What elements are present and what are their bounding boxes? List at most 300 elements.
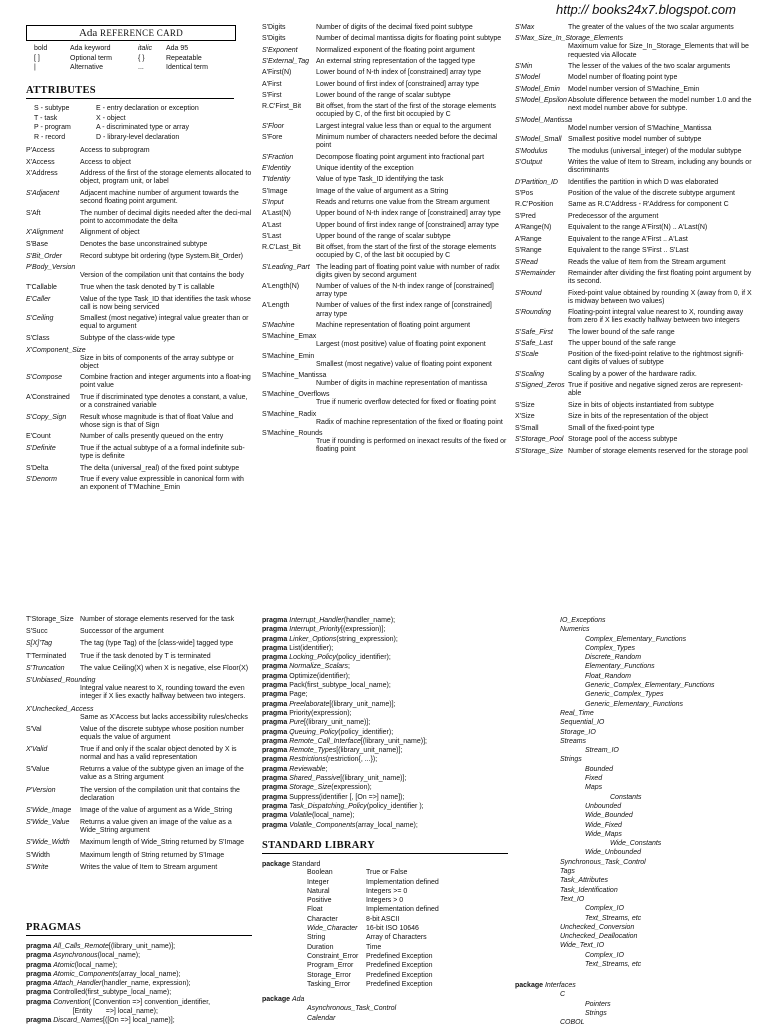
attribute-name: S'Output xyxy=(515,159,543,167)
package-tree-item: Unchecked_Deallocation xyxy=(560,933,638,941)
attribute-entry xyxy=(515,351,753,367)
attribute-name: S'Round xyxy=(515,289,542,297)
attribute-name: T'Storage_Size xyxy=(26,616,74,623)
attribute-entry xyxy=(262,35,508,43)
attribute-name: S'Size xyxy=(515,401,535,409)
pragma-keyword: pragma xyxy=(262,747,288,755)
pragma-name: Remote_Types xyxy=(289,747,337,755)
standard-type-row xyxy=(262,906,508,915)
attribute-name: A'Length xyxy=(262,302,290,310)
attribute-description: Combine fraction and integer arguments into a float-ing point value xyxy=(80,374,251,390)
package-name: Interfaces xyxy=(544,982,576,989)
attribute-description: The value Ceiling(X) when X is negative, else Floor(X) xyxy=(80,664,249,672)
standard-type-row xyxy=(262,925,508,934)
pragma-args: [(library_unit_name)]; xyxy=(340,775,407,783)
attribute-entry xyxy=(515,247,753,255)
legend-cell: { } xyxy=(138,54,145,62)
attribute-entry xyxy=(26,433,252,441)
attribute-entry xyxy=(262,123,508,131)
pragma-name: Remote_Call_Interface xyxy=(289,737,361,745)
package-tree-item: Unchecked_Conversion xyxy=(560,923,635,931)
attribute-description: Maximum value for Size_In_Storage_Elements that will be requested via Allocate xyxy=(568,43,749,59)
pragma-line xyxy=(262,728,508,737)
pragma-args: (expression); xyxy=(331,784,372,792)
attributes-column-3 xyxy=(515,24,753,459)
attribute-entry xyxy=(262,210,508,218)
pragma-name: Reviewable xyxy=(289,765,326,773)
attribute-name: S'Machine_Overflows xyxy=(262,391,330,399)
package-tree-item: Generic_Complex_Types xyxy=(585,691,664,699)
attribute-entry xyxy=(262,372,508,388)
attribute-entry xyxy=(26,807,252,815)
attribute-description: Upper bound of first index range of [constrained] array type xyxy=(316,221,499,229)
attribute-entry xyxy=(515,290,753,306)
standard-type: Wide_Character xyxy=(307,925,358,933)
pragma-keyword: pragma xyxy=(262,765,288,773)
package-interfaces xyxy=(515,981,755,1027)
attribute-description: True if the task denoted by T is terminated xyxy=(80,652,211,660)
attribute-description: Model number of floating point type xyxy=(568,74,678,82)
attribute-name: R.C'Position xyxy=(515,201,554,209)
attribute-entry xyxy=(26,284,252,292)
pragma-args: (local_name); xyxy=(74,961,118,969)
attribute-description: Number of digits in machine representation of mantissa xyxy=(316,380,488,388)
attribute-name: E'Count xyxy=(26,433,51,441)
attribute-entry xyxy=(262,353,508,369)
attribute-description: The modulus (universal_integer) of the modular subtype xyxy=(568,147,742,155)
attribute-entry xyxy=(26,839,252,847)
pragma-line xyxy=(26,951,252,960)
pragma-keyword: pragma xyxy=(26,998,52,1006)
attribute-entry xyxy=(262,322,508,330)
attribute-name: S'Remainder xyxy=(515,270,556,278)
attribute-name: S'Safe_Last xyxy=(515,340,553,347)
attribute-entry xyxy=(26,746,252,762)
attribute-entry xyxy=(515,340,753,348)
attribute-description: Number of calls presently queued on the entry xyxy=(80,433,224,441)
pragma-keyword: pragma xyxy=(262,700,288,708)
attribute-entry xyxy=(515,259,753,267)
standard-type-row xyxy=(262,934,508,943)
attribute-name: A'First(N) xyxy=(262,69,292,77)
attribute-description: Value of the type Task_ID that identifies the task whose call is now being serviced xyxy=(80,295,251,311)
prefix-kinds xyxy=(34,105,234,143)
pragma-keyword: pragma xyxy=(262,691,288,699)
standard-type: Constraint_Error xyxy=(307,952,359,960)
attribute-description: True if numeric overflow detected for fixed or floating point xyxy=(316,399,496,407)
standard-type-row xyxy=(262,869,508,878)
attribute-name: S'Write xyxy=(26,863,49,871)
attribute-description: Upper bound of N-th index range of [constrained] array type xyxy=(316,210,501,218)
package-tree-item: Unbounded xyxy=(585,802,622,810)
package-name: Ada xyxy=(291,996,305,1004)
standard-type-meaning: 16-bit ISO 10646 xyxy=(366,925,419,933)
package-tree-item: Wide_Fixed xyxy=(585,821,622,829)
pragma-line xyxy=(262,755,508,764)
standard-type-meaning: Integers > 0 xyxy=(366,897,404,905)
package-tree-item: Text_Streams, etc xyxy=(585,960,642,968)
pragma-args: [Entity =>] local_name); xyxy=(26,1008,158,1016)
legend-cell: Ada 95 xyxy=(166,45,189,52)
attribute-description: Equivalent to the range A'First .. A'Last xyxy=(568,235,688,243)
standard-type: Character xyxy=(307,915,338,923)
attribute-entry xyxy=(262,188,508,196)
package-tree-item: Fixed xyxy=(585,775,603,783)
attribute-entry xyxy=(26,170,252,186)
package-tree-item: Generic_Complex_Elementary_Functions xyxy=(585,682,715,690)
attribute-description: Number of digits of the decimal fixed point subtype xyxy=(316,24,473,31)
attribute-description: Small of the fixed-point type xyxy=(568,424,655,432)
pragma-line xyxy=(262,690,508,699)
package-tree-item: Synchronous_Task_Control xyxy=(560,858,646,866)
attribute-description: Floating-point integral value nearest to X, rounding away from zero if X lies exactly halfway between two integers xyxy=(568,309,744,325)
pragma-args: [(library_unit_name)]; xyxy=(304,719,371,727)
attribute-name: S'Wide_Width xyxy=(26,839,70,847)
prefix-kind: P - program xyxy=(34,124,71,131)
package-tree-item: Wide_Unbounded xyxy=(585,849,641,857)
attribute-entry xyxy=(515,213,753,221)
standard-type: Boolean xyxy=(307,869,333,877)
standard-type-meaning: Predefined Exception xyxy=(366,962,433,970)
attribute-entry xyxy=(262,333,508,349)
attribute-entry xyxy=(262,154,508,162)
pragma-keyword: pragma xyxy=(262,802,288,810)
pragma-line xyxy=(262,681,508,690)
pragma-name: Linker_Options xyxy=(289,635,337,643)
package-tree-item: Complex_IO xyxy=(585,905,624,913)
attribute-name: S'Scale xyxy=(515,351,539,359)
attribute-description: Largest integral value less than or equal to the argument xyxy=(316,122,492,130)
pragma-line xyxy=(262,811,508,820)
attribute-name: S'Val xyxy=(26,725,42,733)
pragma-name: Task_Dispatching_Policy xyxy=(289,802,367,810)
standard-type: Duration xyxy=(307,943,334,951)
pragma-args: Controlled(first_subtype_local_name); xyxy=(53,989,172,997)
attribute-description: Alignment of object xyxy=(80,229,140,237)
standard-type-row xyxy=(262,944,508,953)
pragma-name: Volatile_Components xyxy=(289,821,356,829)
attribute-name: S'Machine_Mantissa xyxy=(262,371,327,379)
attribute-name: T'Callable xyxy=(26,283,57,291)
attribute-description: Same as X'Access but lacks accessibility rules/checks xyxy=(80,713,248,721)
attribute-description: Value of type Task_ID identifying the task xyxy=(316,176,444,184)
prefix-kind-meaning: D - library-level declaration xyxy=(96,133,180,141)
attribute-description: Equivalent to the range A'First(N) .. A'Last(N) xyxy=(568,224,708,232)
attribute-name: S'Aft xyxy=(26,209,41,217)
attribute-entry xyxy=(262,103,508,119)
attribute-name: S'Model_Epsilon xyxy=(515,97,567,105)
attribute-entry xyxy=(515,309,753,325)
package-tree-item: Sequential_IO xyxy=(560,719,605,727)
pragma-line xyxy=(262,765,508,774)
attribute-name: S'Storage_Size xyxy=(515,447,564,455)
attribute-entry xyxy=(26,296,252,312)
attribute-name: X'Address xyxy=(26,170,58,178)
attribute-description: Number of storage elements reserved for the task xyxy=(80,616,235,623)
pragma-keyword: pragma xyxy=(262,719,288,727)
attribute-name: S'Definite xyxy=(26,445,56,453)
package-tree-item: IO_Exceptions xyxy=(560,617,606,624)
package-standard-header xyxy=(262,860,508,869)
prefix-kind: T - task xyxy=(34,114,58,122)
attribute-entry xyxy=(515,270,753,286)
attribute-name: S'Scaling xyxy=(515,370,544,378)
attribute-entry xyxy=(515,436,753,444)
attribute-name: S'Compose xyxy=(26,374,62,382)
package-tree-item: Task_Identification xyxy=(560,886,618,894)
standard-type: Natural xyxy=(307,887,330,895)
attribute-entry xyxy=(515,236,753,244)
attribute-entry xyxy=(26,628,252,636)
attribute-entry xyxy=(515,371,753,379)
package-tree-item: Float_Random xyxy=(585,672,631,680)
notation-legend xyxy=(34,45,234,74)
attribute-entry xyxy=(262,58,508,66)
attribute-name: S'Model_Mantissa xyxy=(515,116,572,124)
attribute-description: The lower bound of the safe range xyxy=(568,328,675,336)
attribute-entry xyxy=(262,134,508,150)
attribute-description: Size in bits of components of the array subtype or object xyxy=(80,354,234,370)
legend-cell: Identical term xyxy=(166,64,209,71)
pragma-args: [([On =>] local_name)]; xyxy=(103,1017,175,1025)
pragma-keyword: pragma xyxy=(26,943,52,950)
attribute-description: True if discriminated type denotes a constant, a value, or a constrained variable xyxy=(80,394,248,410)
attribute-description: Same as R.C'Address - R'Address for component C xyxy=(568,201,729,209)
attribute-entry xyxy=(262,92,508,100)
attribute-name: S'First xyxy=(262,92,282,100)
pragma-keyword: pragma xyxy=(26,970,52,978)
attribute-name: T'Terminated xyxy=(26,652,67,660)
package-tree-item: Storage_IO xyxy=(560,728,596,736)
pragma-args: (array_local_name); xyxy=(118,970,181,978)
attribute-name: A'First xyxy=(262,80,282,88)
package-tree-item: Bounded xyxy=(585,765,614,773)
attribute-entry xyxy=(26,347,252,371)
standard-type-meaning: Predefined Exception xyxy=(366,971,433,979)
package-keyword: package xyxy=(515,982,544,989)
attribute-name: S'Pred xyxy=(515,212,536,220)
standard-type-meaning: Implementation defined xyxy=(366,878,439,886)
package-keyword: package xyxy=(262,996,291,1004)
standard-type: Tasking_Error xyxy=(307,980,351,988)
interfaces-children xyxy=(515,990,755,1027)
attribute-description: True if positive and negative signed zeros are represent-able xyxy=(568,382,743,398)
attribute-description: Record subtype bit ordering (type System.Bit_Order) xyxy=(80,252,244,260)
attribute-entry xyxy=(26,374,252,390)
attribute-name: S'Wide_Image xyxy=(26,806,72,814)
attribute-name: A'Last xyxy=(262,221,282,229)
attribute-entry xyxy=(262,430,508,454)
attribute-name: A'Last(N) xyxy=(262,210,291,218)
stdlib-heading: STANDARD LIBRARY xyxy=(262,840,508,852)
attribute-entry xyxy=(26,315,252,331)
attribute-name: X'Alignment xyxy=(26,229,64,237)
pragma-args: Page; xyxy=(289,691,308,699)
prefix-kind-row xyxy=(34,124,234,134)
pragma-keyword: pragma xyxy=(262,756,288,764)
pragma-keyword: pragma xyxy=(262,709,288,717)
attribute-entry xyxy=(26,677,252,701)
package-tree-item: Wide_Text_IO xyxy=(560,942,605,950)
pragma-keyword: pragma xyxy=(262,812,288,820)
attribute-entry xyxy=(262,47,508,55)
pragma-args: [(library_unit_name)]; xyxy=(108,943,176,950)
attribute-name: S'Digits xyxy=(262,35,286,43)
package-name: Standard xyxy=(291,861,321,868)
attribute-name: S'Width xyxy=(26,851,50,859)
attribute-description: Maximum length of Wide_String returned by S'Image xyxy=(80,839,244,847)
attribute-description: Model number version of S'Machine_Mantissa xyxy=(568,124,712,132)
attribute-name: S'Input xyxy=(262,198,284,206)
attribute-entry xyxy=(515,201,753,209)
pragma-keyword: pragma xyxy=(26,980,52,988)
attribute-description: Unique identity of the exception xyxy=(316,164,414,172)
attribute-name: S'Digits xyxy=(262,24,286,31)
attribute-description: Writes the value of Item to Stream argument xyxy=(80,863,218,871)
attribute-name: R.C'Last_Bit xyxy=(262,244,301,252)
pragma-args: (string_expression); xyxy=(336,635,398,643)
attribute-description: Number of decimal mantissa digits for floating point subtype xyxy=(316,35,502,43)
legend-cell: Alternative xyxy=(70,64,104,71)
pragma-args: (policy_identifier); xyxy=(338,728,394,736)
attribute-description: Equivalent to the range S'First .. S'Last xyxy=(568,247,689,255)
attribute-description: An external string representation of the tagged type xyxy=(316,58,476,66)
attribute-name: S'Pos xyxy=(515,190,534,198)
pragma-args: (policy_identifier ); xyxy=(366,802,424,810)
pragma-line xyxy=(26,1007,252,1016)
pragma-name: All_Calls_Remote xyxy=(53,943,109,950)
package-tree-item: Maps xyxy=(585,784,603,792)
attribute-entry xyxy=(26,640,252,648)
attribute-description: Address of the first of the storage elements allocated to object, program unit, or label xyxy=(80,170,252,186)
attribute-name: A'Length(N) xyxy=(262,283,300,291)
pragma-line xyxy=(262,718,508,727)
attribute-name: R.C'First_Bit xyxy=(262,103,302,111)
attribute-entry xyxy=(515,117,753,133)
pragma-line xyxy=(262,746,508,755)
pragma-name: Attach_Handler xyxy=(53,980,102,988)
attribute-description: Position of the value of the discrete subtype argument xyxy=(568,190,735,198)
pragma-keyword: pragma xyxy=(26,952,52,960)
package-tree-item: COBOL xyxy=(560,1019,585,1027)
blog-url: http:// books24x7.blogspot.com xyxy=(556,2,736,17)
prefix-kind-row xyxy=(34,115,234,125)
attribute-name: S[X]'Tag xyxy=(26,640,52,648)
pragma-name: Atomic xyxy=(53,961,75,969)
attribute-description: Lower bound of first index of [constrained] array type xyxy=(316,80,480,88)
pragma-keyword: pragma xyxy=(262,663,288,671)
attribute-description: Radix of machine representation of the fixed or floating point xyxy=(316,418,503,426)
pragma-args: ; xyxy=(348,663,350,671)
attribute-entry xyxy=(26,864,252,872)
attribute-description: Integral value nearest to X, rounding toward the even integer if X lies exactly halfway between two integers. xyxy=(80,685,246,701)
attribute-entry xyxy=(26,264,252,280)
pragma-args: List(identifier); xyxy=(289,644,334,652)
attribute-name: S'Wide_Value xyxy=(26,819,70,827)
pragma-line xyxy=(262,700,508,709)
attribute-description: Smallest positive model number of subtype xyxy=(568,136,702,144)
attribute-description: Successor of the argument xyxy=(80,628,164,636)
attribute-name: S'Class xyxy=(26,334,50,342)
prefix-kind-row xyxy=(34,134,234,144)
attribute-description: True if the actual subtype of a a formal indefinite sub-type is definite xyxy=(80,445,245,461)
attribute-name: S'Bit_Order xyxy=(26,252,62,260)
attribute-name: X'Unchecked_Access xyxy=(26,705,94,713)
package-tree-item: Tags xyxy=(560,868,575,876)
pragma-args: Priority(expression); xyxy=(289,709,352,717)
attribute-name: S'Small xyxy=(515,424,539,432)
attribute-description: Normalized exponent of the floating point argument xyxy=(316,46,475,54)
attribute-name: S'Model_Small xyxy=(515,136,562,144)
pragma-line xyxy=(262,662,508,671)
attribute-description: Number of values of the first index range of [constrained] array type xyxy=(316,302,492,318)
package-tree-item: Wide_Maps xyxy=(585,830,622,838)
attribute-name: S'Adjacent xyxy=(26,189,60,197)
attribute-name: P'Version xyxy=(26,786,56,794)
pragma-line xyxy=(262,644,508,653)
attribute-entry xyxy=(515,329,753,337)
standard-type-meaning: Implementation defined xyxy=(366,906,439,914)
attribute-description: Lower bound of N-th index of [constrained] array type xyxy=(316,69,481,77)
pragma-keyword: pragma xyxy=(262,635,288,643)
attribute-description: Smallest (most negative) integral value greater than or equal to argument xyxy=(80,315,249,331)
attribute-description: Fixed-point value obtained by rounding X (away from 0, if X is midway between two values) xyxy=(568,289,752,305)
attribute-entry xyxy=(262,222,508,230)
pragma-args: (array_local_name); xyxy=(355,821,418,829)
pragma-line xyxy=(262,783,508,792)
legend-cell: | xyxy=(34,64,36,71)
attribute-entry xyxy=(262,233,508,241)
attribute-name: S'Signed_Zeros xyxy=(515,382,565,390)
legend-cell: bold xyxy=(34,45,48,52)
attribute-entry xyxy=(26,465,252,473)
attribute-entry xyxy=(515,24,753,32)
pragma-name: Atomic_Components xyxy=(53,970,119,978)
attribute-name: P'Access xyxy=(26,147,55,154)
attributes-column-1 xyxy=(26,147,252,496)
attribute-entry xyxy=(515,74,753,82)
attribute-entry xyxy=(262,302,508,318)
attribute-name: S'Read xyxy=(515,258,538,266)
attribute-description: Adjacent machine number of argument towards the second floating point argument. xyxy=(80,189,239,206)
attribute-name: E'Caller xyxy=(26,295,51,303)
attribute-description: The leading part of floating point value with number of radix digits given by second argument xyxy=(316,263,500,279)
pragma-args: Optimize(identifier); xyxy=(289,672,350,680)
pragma-line xyxy=(262,616,508,625)
attribute-entry xyxy=(515,224,753,232)
pragma-keyword: pragma xyxy=(262,654,288,662)
pragma-line xyxy=(26,988,252,997)
attribute-description: The version of the compilation unit that contains the declaration xyxy=(80,786,240,802)
attribute-entry xyxy=(26,241,252,249)
pragma-line xyxy=(26,942,252,951)
attribute-description: Version of the compilation unit that contains the body xyxy=(80,272,244,280)
standard-type-meaning: Array of Characters xyxy=(366,934,427,942)
package-keyword: package xyxy=(262,861,291,868)
attribute-entry xyxy=(262,244,508,260)
attribute-name: S'Machine_Rounds xyxy=(262,430,323,438)
attribute-description: Result whose magnitude is that of float Value and whose sign is that of Sign xyxy=(80,413,234,429)
pragma-keyword: pragma xyxy=(262,617,288,624)
attribute-name: P'Body_Version xyxy=(26,264,76,272)
standard-type-row xyxy=(262,962,508,971)
attribute-name: S'Delta xyxy=(26,464,49,472)
pragma-name: Queuing_Policy xyxy=(289,728,339,736)
attribute-entry xyxy=(26,394,252,410)
attribute-entry xyxy=(26,726,252,742)
attribute-entry xyxy=(26,159,252,167)
prefix-kind-row xyxy=(34,105,234,115)
